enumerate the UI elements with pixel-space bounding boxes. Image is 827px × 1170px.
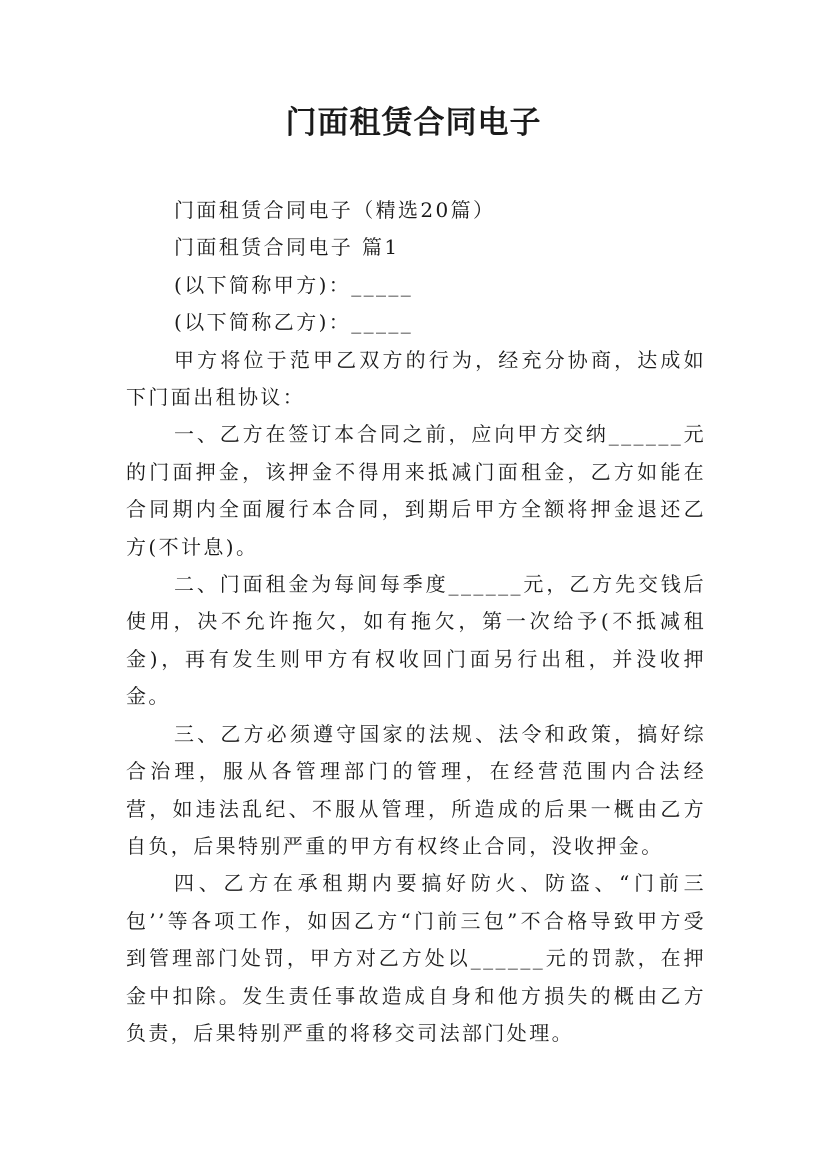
section-heading: 门面租赁合同电子 篇1 — [174, 235, 400, 260]
paragraph-clause-1: 一、乙方在签订本合同之前，应向甲方交纳______元的门面押金，该押金不得用来抵减门面租金，乙方如能在合同期内全面履行本合同，到期后甲方全额将押金退还乙方(不计息)。 — [126, 422, 706, 559]
document-subtitle: 门面租赁合同电子（精选20篇） — [174, 198, 496, 222]
document-body — [126, 192, 706, 1052]
party-b-line: (以下简称乙方)：_____ — [174, 310, 414, 335]
paragraph-intro: 甲方将位于范甲乙双方的行为，经充分协商，达成如下门面出租协议： — [126, 347, 706, 410]
paragraph-clause-4: 四、乙方在承租期内要搞好防火、防盗、“门前三包’’等各项工作，如因乙方“门前三包”不合格导致甲方受到管理部门处罚，甲方对乙方处以______元的罚款，在押金中扣除。发生责任事故造成自身和他方损失的概由乙方负责，后果特别严重的将移交司法部门处理。 — [126, 871, 706, 1045]
document-title: 门面租赁合同电子 — [285, 105, 542, 141]
paragraph-clause-2: 二、门面租金为每间每季度______元，乙方先交钱后使用，决不允许拖欠，如有拖欠，第一次给予(不抵减租金)，再有发生则甲方有权收回门面另行出租，并没收押金。 — [126, 572, 706, 709]
party-a-line: (以下简称甲方)：_____ — [174, 272, 414, 297]
paragraph-clause-3: 三、乙方必须遵守国家的法规、法令和政策，搞好综合治理，服从各管理部门的管理，在经营范围内合法经营，如违法乱纪、不服从管理，所造成的后果一概由乙方自负，后果特别严重的甲方有权终止合同，没收押金。 — [126, 721, 706, 858]
